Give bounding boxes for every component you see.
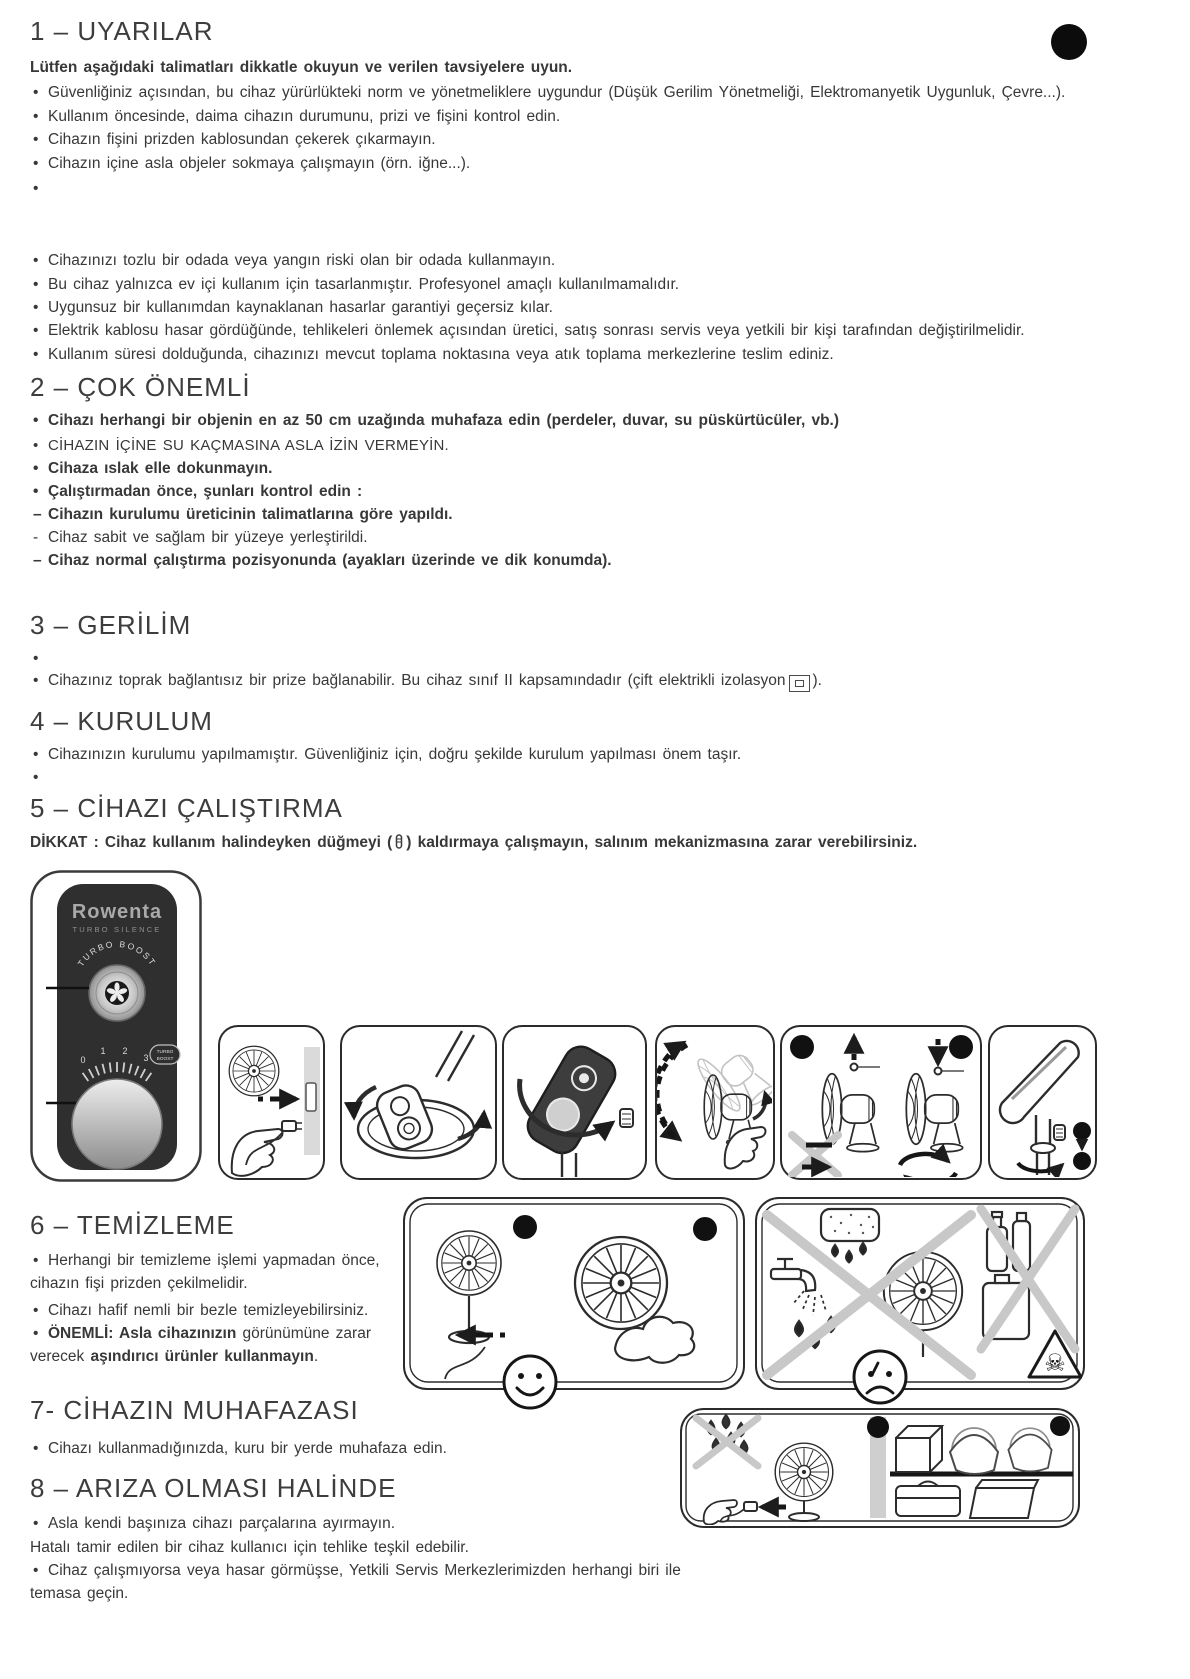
sad-face-icon [850,1347,910,1412]
bullet-text: Cihazı herhangi bir objenin en az 50 cm uzağında muhafaza edin (perdeler, duvar, su püskürtücüler, vb.) [48,412,840,429]
bullet-text: Cihaz normal çalıştırma pozisyonunda (ayakları üzerinde ve dik konumda). [48,552,612,569]
dial-number-1: 1 [100,1046,106,1056]
bullet-text: görünümüne zarar verecek [30,1325,371,1365]
bullet-item [30,457,1162,480]
plug-in-illustration [220,1027,322,1177]
faucet-icon [771,1259,815,1291]
bullet-item [30,669,1162,692]
no-humidity-icon [696,1415,758,1466]
page-corner-dot [1051,24,1087,60]
screw-adjust-illustration [782,1027,979,1177]
svg-text:BOOST: BOOST [156,1057,174,1062]
operating-warning [30,831,1162,856]
bullet-text: Cihazınız toprak bağlantısız bir prize bağlanabilir. Bu cihaz sınıf II kapsamındadır (çift elektrikli izolasyon [48,672,786,689]
carton-box-icon [970,1480,1038,1518]
control-dial-illustration [504,1027,644,1177]
section-title-storage: 7- CİHAZIN MUHAFAZASI [30,1395,359,1425]
base-controls-illustration [342,1027,494,1177]
cleaning-ok-panel [403,1197,745,1390]
class-ii-double-insulation-icon [789,675,810,692]
bullet-text: Cihaz sabit ve sağlam bir yüzeye yerleştirildi. [48,529,368,546]
bullet-text: Kullanım süresi dolduğunda, cihazınızı mevcut toplama noktasına veya atık toplama merkezlerine teslim ediniz. [48,346,834,363]
black-dot-icon [1073,1122,1091,1140]
knob-icon [394,833,404,856]
control-panel-drawing [30,870,202,1182]
section-title-very-important: 2 – ÇOK ÖNEMLİ [30,372,251,402]
bullet-item [30,1437,670,1460]
bullet-item [30,1299,382,1322]
covered-fan-icon [1008,1428,1051,1471]
section-title-voltage: 3 – GERİLİM [30,610,192,640]
water-spray-icon [793,1291,826,1315]
turbo-boost-button[interactable] [89,965,145,1021]
black-dot-icon [949,1035,973,1059]
bullet-text: Cihazınızın kurulumu yapılmamıştır. Güvenliğiniz için, doğru şekilde kurulum yapılması önem taşır. [48,746,742,763]
model-label: TURBO SILENCE [72,925,162,934]
bullet-text: ). [812,672,822,689]
bullet-text: Herhangi bir temizleme işlemi yapmadan önce, cihazın fişi prizden çekilmelidir. [30,1252,380,1292]
bullet-text: Çalıştırmadan önce, şunları kontrol edin : [48,483,363,500]
bullet-item [30,128,1162,151]
bullet-text: Cihaza ıslak elle dokunmayın. [48,460,273,477]
bullet-item [30,434,1162,457]
bullet-item [30,81,1162,104]
toxic-warning-icon [1029,1331,1081,1377]
tilt-head-illustration [657,1027,772,1177]
bullet-item [30,1322,382,1368]
bullet-item [30,273,1162,296]
dash-item [30,549,1162,572]
bullet-item [30,249,1162,272]
step-panel-tilt-head [655,1025,775,1180]
bullet-text: Cihazı kullanmadığınızda, kuru bir yerde muhafaza edin. [48,1440,447,1457]
bullet-text: . [313,1348,319,1365]
dial-number-3: 3 [143,1053,149,1063]
hand-icon [232,1129,283,1176]
section-title-installation: 4 – KURULUM [30,706,213,736]
sponge-icon [821,1209,879,1263]
bullet-text: Asla kendi başınıza cihazı parçalarına ayırmayın. [48,1515,396,1532]
bullet-text: Güvenliğiniz açısından, bu cihaz yürürlükteki norm ve yönetmeliklere uygundur (Düşük Gerilim Yönetmeliği, Elektromanyetik Uygunluk, Çevre...). [48,84,1066,101]
box-icon [896,1426,942,1472]
bullet-text: Cihazın içine asla objeler sokmaya çalışmayın (örn. iğne...). [48,155,471,172]
warning-text: DİKKAT : Cihaz kullanım halindeyken düğmeyi ( [30,834,393,851]
storage-panel [680,1408,1080,1528]
smiley-face-icon [500,1352,560,1417]
section-title-operating: 5 – CİHAZI ÇALIŞTIRMA [30,793,343,823]
dash-item [30,526,1162,549]
bullet-text: Cihazın kurulumu üreticinin talimatlarına göre yapıldı. [48,506,453,523]
step-panel-plug-in [218,1025,325,1180]
step-panel-pole-lock [988,1025,1097,1180]
bullet-item [30,296,1162,319]
cleaning-ok-illustration [405,1199,742,1387]
bullet-text: Uygunsuz bir kullanımdan kaynaklanan hasarlar garantiyi geçersiz kılar. [48,299,553,316]
storage-illustration [682,1410,1077,1525]
suitcase-icon [896,1482,960,1517]
turbo-boost-badge [150,1045,180,1064]
rotate-arrow-icon [906,1173,956,1177]
step-panel-screw-adjust [780,1025,982,1180]
covered-fan-icon [950,1428,998,1474]
bullet-text: Cihazı hafif nemli bir bezle temizleyebilirsiniz. [48,1302,369,1319]
cleaning-forbidden-illustration [757,1199,1082,1387]
control-panel-illustration [30,870,202,1182]
bullet-text: Cihaz çalışmıyorsa veya hasar görmüşse, Yetkili Servis Merkezlerimizden herhangi biri ile temasa geçin. [30,1562,681,1602]
bullet-item [30,152,1162,175]
bullet-item [30,319,1162,342]
section-title-warnings: 1 – UYARILAR [30,16,214,46]
bullet-item [30,409,1162,432]
cloth-hand-icon [615,1317,694,1363]
black-dot-icon [867,1416,889,1438]
section-title-failure: 8 – ARIZA OLMASI HALİNDE [30,1473,397,1503]
warnings-intro: Lütfen aşağıdaki talimatları dikkatle okuyun ve verilen tavsiyelere uyun. [30,59,573,76]
black-dot-icon [693,1217,717,1241]
outlet-icon [306,1083,316,1111]
bullet-text: Cihazınızı tozlu bir odada veya yangın riski olan bir odada kullanmayın. [48,252,556,269]
bullet-item [30,1249,382,1295]
svg-text:TURBO: TURBO [156,1050,174,1055]
step-panel-base-controls [340,1025,497,1180]
bullet-item [30,1559,730,1605]
bullet-text: CİHAZIN İÇİNE SU KAÇMASINA ASLA İZİN VERMEYİN. [48,437,449,454]
bullet-item [30,480,1162,503]
step-panel-control-dial [502,1025,647,1180]
black-dot-icon [790,1035,814,1059]
bullet-text: ÖNEMLİ: Asla cihazınızın [48,1325,237,1342]
skull-icon: ☠ [1044,1350,1066,1377]
brand-logo: Rowenta [71,901,163,923]
bullet-item [30,105,1162,128]
turbo-boost-arc-label: TURBO BOOST [75,938,159,969]
black-dot-icon [1050,1416,1070,1436]
dial-number-2: 2 [122,1046,128,1056]
bullet-text: Kullanım öncesinde, daima cihazın durumunu, prizi ve fişini kontrol edin. [48,108,561,125]
dial-number-0: 0 [80,1055,86,1065]
cleaning-forbidden-panel [755,1197,1085,1390]
black-dot-icon [513,1215,537,1239]
bullet-item [30,343,1162,366]
dash-item [30,503,1162,526]
speed-dial-knob[interactable] [72,1079,162,1169]
warning-text: ) kaldırmaya çalışmayın, salınım mekanizmasına zarar verebilirsiniz. [406,834,918,851]
rotate-arrow-icon [1018,1163,1062,1171]
bullet-text: Elektrik kablosu hasar gördüğünde, tehlikeleri önlemek açısından üretici, satış sonrası servis veya yetkili bir kişi tarafından değiştirilmelidir. [48,322,1025,339]
rotate-arrow-icon [900,1154,948,1165]
plain-line: Hatalı tamir edilen bir cihaz kullanıcı için tehlike teşkil edebilir. [30,1539,469,1556]
pole-lock-illustration [990,1027,1094,1177]
tilt-arrow-up-icon [657,1043,683,1137]
black-dot-icon [1073,1152,1091,1170]
bullet-item [30,1512,670,1535]
bullet-item [30,743,1162,766]
section-title-cleaning: 6 – TEMİZLEME [30,1210,235,1240]
bullet-text: aşındırıcı ürünler kullanmayın [90,1348,314,1365]
bullet-text: Cihazın fişini prizden kablosundan çekerek çıkarmayın. [48,131,436,148]
bullet-text: Bu cihaz yalnızca ev içi kullanım için tasarlanmıştır. Profesyonel amaçlı kullanılmamalıdır. [48,276,680,293]
